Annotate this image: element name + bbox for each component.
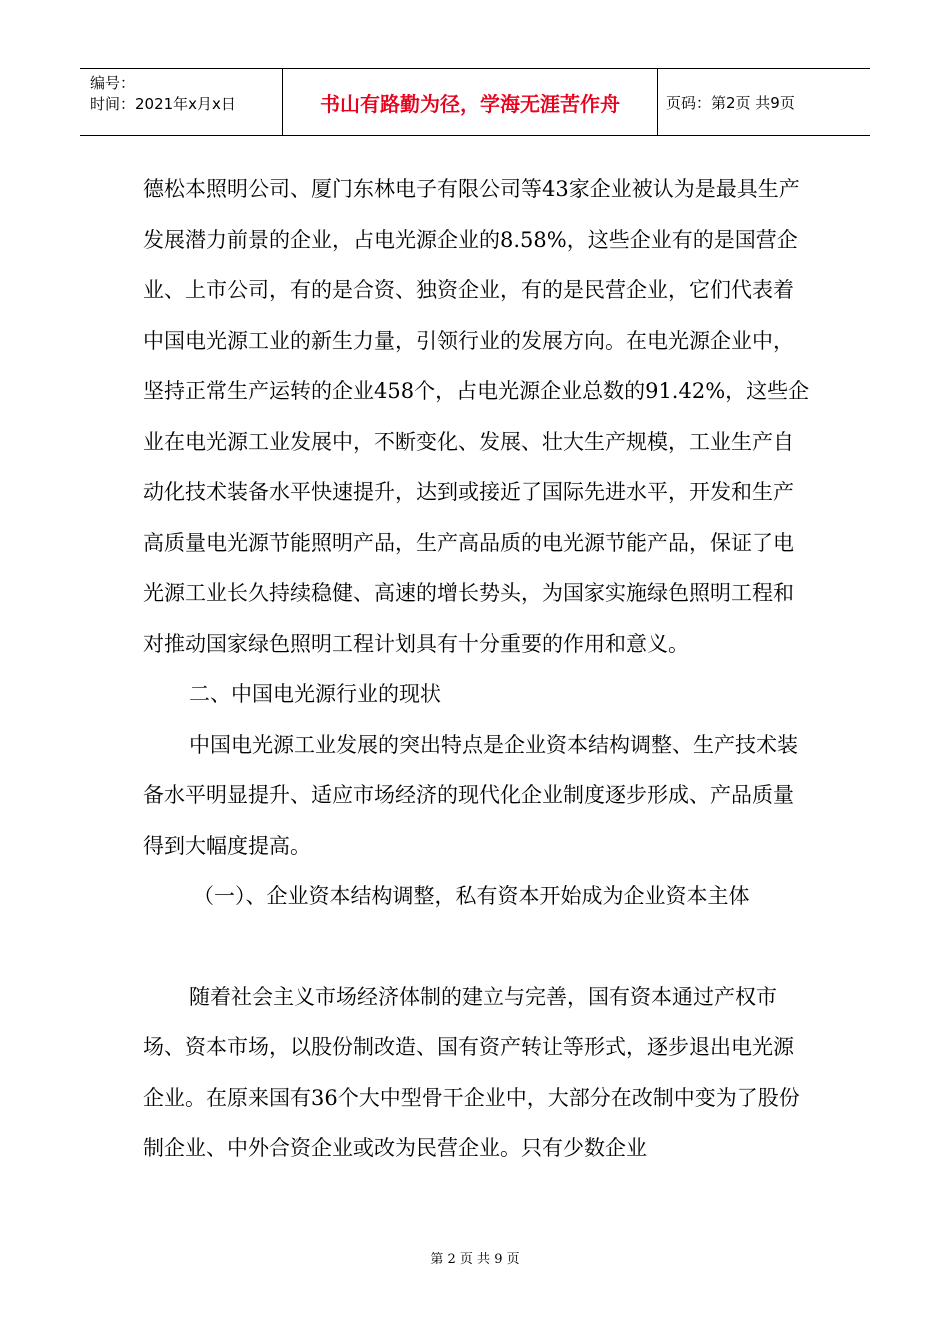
header-page-info: 页码：第2页 共9页: [666, 93, 795, 112]
page-header: [80, 68, 870, 136]
page-footer: 第 2 页 共 9 页: [430, 1252, 520, 1267]
paragraph-spacer: [143, 922, 813, 972]
paragraph: 随着社会主义市场经济体制的建立与完善，国有资本通过产权市场、资本市场，以股份制改造、国有资产转让等形式，逐步退出电光源企业。在原来国有36个大中型骨干企业中，大部分在改制中变为了股份制企业、中外合资企业或改为民营企业。只有少数企业: [143, 984, 800, 1160]
paragraph: 德松本照明公司、厦门东林电子有限公司等43家企业被认为是最具生产发展潜力前景的企业，占电光源企业的8.58%，这些企业有的是国营企业、上市公司，有的是合资、独资企业，有的是民营企业，它们代表着中国电光源工业的新生力量，引领行业的发展方向。在电光源企业中，坚持正常生产运转的企业458个，占电光源企业总数的91.42%，这些企业在电光源工业发展中，不断变化、发展、壮大生产规模，工业生产自动化技术装备水平快速提升，达到或接近了国际先进水平，开发和生产高质量电光源节能照明产品，生产高品质的电光源节能产品，保证了电光源工业长久持续稳健、高速的增长势头，为国家实施绿色照明工程和对推动国家绿色照明工程计划具有十分重要的作用和意义。: [143, 177, 810, 656]
header-motto: 书山有路勤为径，学海无涯苦作舟: [320, 91, 620, 116]
header-divider: [657, 69, 658, 135]
document-number-label: 编号：: [90, 74, 136, 92]
section-heading: 二、中国电光源行业的现状: [189, 682, 441, 706]
header-meta: [90, 73, 280, 115]
document-date-label: 时间：2021年x月x日: [90, 95, 236, 113]
document-body: [143, 164, 813, 1174]
subsection-heading: （一）、企业资本结构调整，私有资本开始成为企业资本主体: [193, 884, 750, 908]
paragraph: 中国电光源工业发展的突出特点是企业资本结构调整、生产技术装备水平明显提升、适应市场经济的现代化企业制度逐步形成、产品质量得到大幅度提高。: [143, 732, 798, 858]
